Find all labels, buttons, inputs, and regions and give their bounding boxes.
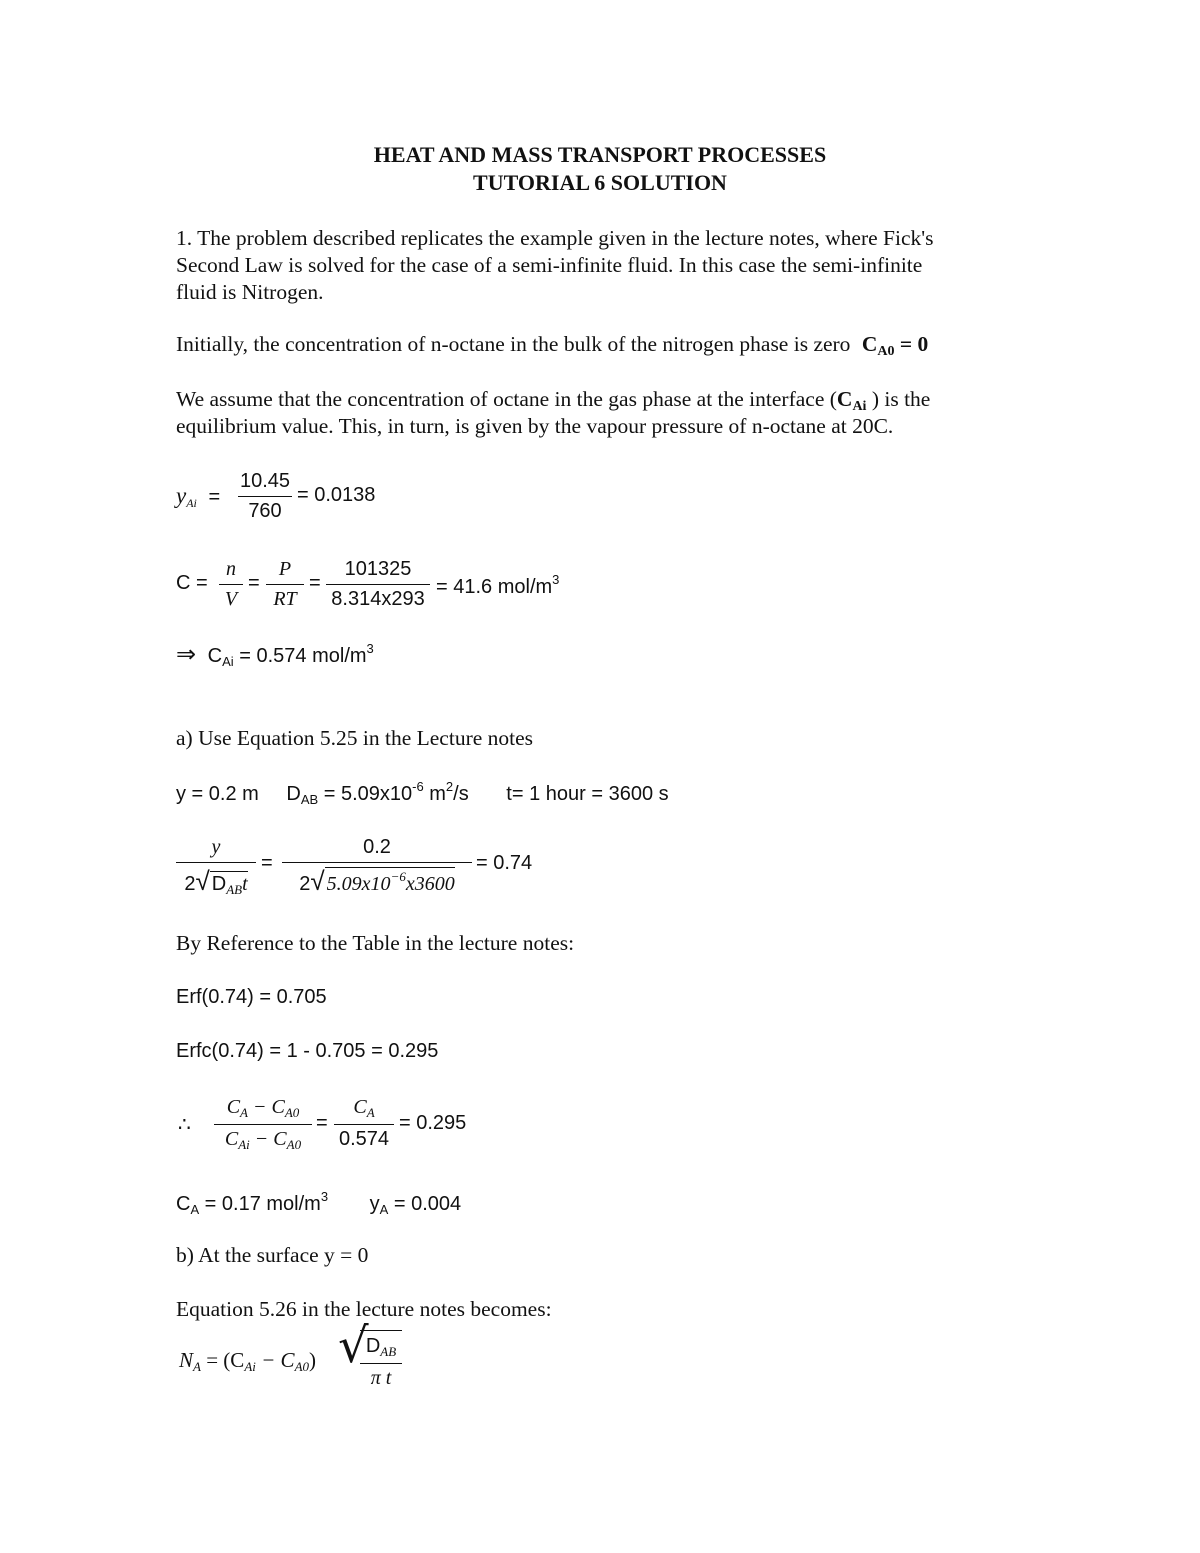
ca-result: $C_A = 0.17$ mol/$m^3$ $y_A = 0.004$ <box>176 1189 462 1217</box>
paragraph-1-line-2: Second Law is solved for the case of a semi-infinite fluid. In this case the semi-infinite <box>176 253 923 277</box>
paragraph-1-line-3: fluid is Nitrogen. <box>176 280 324 304</box>
fraction-numeric-ratio: 0.2 2√ $5.09x10^{-6}x3600$ <box>282 836 472 897</box>
fraction-ca-over-value: $C_A$ 0.574 <box>334 1096 394 1151</box>
equation-y-ai: $y_{Ai}$ = <box>176 483 221 510</box>
therefore-symbol: ∴ <box>178 1114 191 1136</box>
fraction-y-ai: 10.45 760 <box>239 470 291 522</box>
table-reference: By Reference to the Table in the lecture notes: <box>176 931 575 955</box>
assumption-line-2: equilibrium value. This, in turn, is given by the vapour pressure of n-octane at 20C. <box>176 414 894 438</box>
equation-na: $N_A = (C_{Ai} - C_{A0})$ <box>179 1348 317 1374</box>
document-title: HEAT AND MASS TRANSPORT PROCESSES <box>373 142 827 167</box>
c-result: = 41.6 mol/$m^3$ <box>436 572 560 598</box>
erf-value: Erf(0.74) = 0.705 <box>176 986 327 1008</box>
ca-ratio-result: = 0.295 <box>399 1112 467 1134</box>
y-ai-result: = 0.0138 <box>297 484 376 506</box>
fraction-n-v: n V <box>219 558 243 611</box>
fraction-pressure: 101325 8.314x293 <box>326 558 430 611</box>
part-a-heading: a) Use Equation 5.25 in the Lecture notes <box>176 726 534 750</box>
paragraph-1-line-1: 1. The problem described replicates the example given in the lecture notes, where Fick's <box>176 226 934 250</box>
equation-c-lhs: C = <box>176 572 208 594</box>
document-subtitle: TUTORIAL 6 SOLUTION <box>473 170 727 195</box>
initial-concentration-line: Initially, the concentration of n-octane in the bulk of the nitrogen phase is zero CA0 = 0 <box>176 332 929 359</box>
fraction-dab-over-pit: $D_{AB}$ π t <box>360 1330 402 1390</box>
c-ai-result: ⇒ $C_{Ai} = 0.574$ mol/$m^3$ <box>176 641 374 669</box>
fraction-y-over-sqrt: y 2√ $D_{AB}t$ <box>176 836 256 898</box>
erfc-value: Erfc(0.74) = 1 - 0.705 = 0.295 <box>176 1040 439 1062</box>
ratio-result: = 0.74 <box>476 852 533 874</box>
fraction-p-rt: P RT <box>266 558 304 611</box>
equation-526-intro: Equation 5.26 in the lecture notes becomes: <box>176 1297 552 1321</box>
assumption-line-1: We assume that the concentration of octane in the gas phase at the interface (CAi ) is the <box>176 387 931 414</box>
radical-sign: √ <box>338 1318 369 1374</box>
part-b-heading: b) At the surface y = 0 <box>176 1243 369 1267</box>
fraction-concentration-ratio: $C_A - C_{A0}$ $C_{Ai} - C_{A0}$ <box>214 1096 312 1153</box>
document-page: HEAT AND MASS TRANSPORT PROCESSES TUTORIAL 6 SOLUTION 1. The problem described replicates the example given in the lecture notes, where Fick's Second Law is solved for the case of a semi-infinite fluid. In this case the semi-infinite fluid is Nitrogen. Initially, the concentration of n-octane in the bulk of the nitrogen phase is zero CA0 = 0 We assume that the concentration of octane in the gas phase at the interface (CAi ) is the equilibrium value. This, in turn, is given by the vapour pressure of n-octane at 20C. $y_{Ai}$ = 10.45 760 = 0.0138 C = n V = P RT = 101325 8.314x293 = 41.6 mol/$m^3$ ⇒ $C_{Ai} = 0.574$ mol/$m^3$ a) Use Equation 5.25 in the Lecture notes y = 0.2 m $D_{AB} = 5.09x10^{-6}$ $m^2/s$ t= 1 hour = 3600 s y 2√ $D_{AB}t$ = 0.2 2√ $5.09x10^{-6}x3600$ = 0.74 By Reference to the Table in the lecture notes: Erf(0.74) = 0.705 Erfc(0.74) = 1 - 0.705 = 0.295 ∴ $C_A - C_{A0}$ $C_{Ai} - C_{A0}$ = $C_A$ 0.574 = 0.295 $C_A = 0.17$ mol/$m^3$ $y_A = 0.004$ b) At the surface y = 0 Equation 5.26 in the lecture notes becomes: $N_A = (C_{Ai} - C_{A0})$ √ $D_{AB}$ π t <box>0 0 1200 1553</box>
parameters-line: y = 0.2 m $D_{AB} = 5.09x10^{-6}$ $m^2/s$ t= 1 hour = 3600 s <box>176 779 669 807</box>
